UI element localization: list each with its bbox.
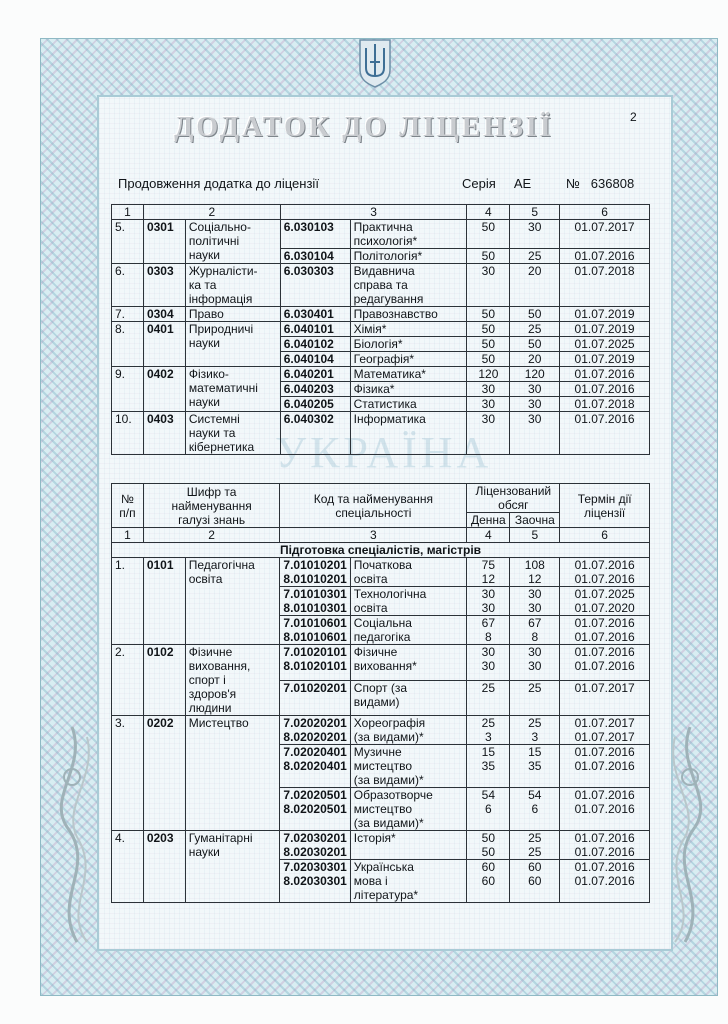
table-row: [112, 645, 650, 681]
specialty-code: 6.030303: [280, 264, 350, 307]
specialty-code: 6.040205: [280, 397, 350, 412]
area-code: 0402: [143, 367, 185, 412]
license-term: 01.07.2017: [560, 220, 650, 249]
column-number: 4: [467, 205, 510, 220]
part-time-volume: 108 12: [510, 558, 560, 587]
specialty-code: 6.040102: [280, 337, 350, 352]
area-code: 0403: [143, 412, 185, 455]
full-time-volume: 50: [467, 220, 510, 249]
full-time-volume: 50: [467, 249, 510, 264]
specialty-code: 7.01010301 8.01010301: [280, 587, 350, 616]
area-code: 0202: [143, 716, 185, 831]
part-time-volume: 30: [510, 412, 560, 455]
specialty-name: Політологія*: [350, 249, 467, 264]
license-term: 01.07.2016: [560, 367, 650, 382]
row-number: 5.: [112, 220, 144, 264]
row-number: 8.: [112, 322, 144, 367]
area-code: 0401: [143, 322, 185, 367]
area-name: Системні науки та кібернетика: [185, 412, 280, 455]
specialty-name: Фізика*: [350, 382, 467, 397]
row-number: 9.: [112, 367, 144, 412]
column-number: 5: [510, 528, 560, 543]
number-label: №: [566, 176, 580, 191]
header-num: № п/п: [112, 484, 144, 528]
area-code: 0304: [143, 307, 185, 322]
specialty-code: 7.01020101 8.01020101: [280, 645, 350, 681]
series-label: Серія: [462, 176, 496, 191]
area-code: 0101: [143, 558, 185, 645]
full-time-volume: 50 50: [467, 831, 510, 860]
specialty-name: Образотворче мистецтво (за видами)*: [350, 788, 467, 831]
full-time-volume: 50: [467, 307, 510, 322]
section-title: Підготовка спеціалістів, магістрів: [112, 543, 650, 558]
ornament-left: [47, 717, 107, 947]
specialty-name: Українська мова і література*: [350, 860, 467, 903]
row-number: 7.: [112, 307, 144, 322]
table-row: [112, 558, 650, 587]
specialty-code: 6.040104: [280, 352, 350, 367]
full-time-volume: 25: [467, 680, 510, 716]
license-term: 01.07.2016 01.07.2016: [560, 558, 650, 587]
number-value: 636808: [590, 176, 635, 191]
full-time-volume: 50: [467, 337, 510, 352]
header-full-time: Денна: [467, 513, 510, 528]
header-volume: Ліцензований обсяг: [467, 484, 560, 513]
part-time-volume: 30 30: [510, 645, 560, 681]
specialty-name: Фізичне виховання*: [350, 645, 467, 681]
specialty-code: 7.02020401 8.02020401: [280, 745, 350, 788]
license-term: 01.07.2018: [560, 264, 650, 307]
area-name: Фізико- математичні науки: [185, 367, 280, 412]
full-time-volume: 60 60: [467, 860, 510, 903]
specialty-name: Географія*: [350, 352, 467, 367]
row-number: 2.: [112, 645, 144, 716]
specialty-name: Інформатика: [350, 412, 467, 455]
part-time-volume: 67 8: [510, 616, 560, 645]
full-time-volume: 50: [467, 352, 510, 367]
full-time-volume: 15 35: [467, 745, 510, 788]
table-row: [112, 264, 650, 307]
continuation-label: Продовження додатка до ліцензії: [118, 176, 319, 191]
area-code: 0102: [143, 645, 185, 716]
license-term: 01.07.2016 01.07.2016: [560, 645, 650, 681]
table-row: [112, 220, 650, 249]
part-time-volume: 15 35: [510, 745, 560, 788]
specialty-code: 7.02020201 8.02020201: [280, 716, 350, 745]
part-time-volume: 30: [510, 397, 560, 412]
full-time-volume: 30: [467, 397, 510, 412]
row-number: 6.: [112, 264, 144, 307]
license-term: 01.07.2025: [560, 337, 650, 352]
ornament-right: [655, 717, 715, 947]
license-term: 01.07.2016 01.07.2016: [560, 860, 650, 903]
part-time-volume: 60 60: [510, 860, 560, 903]
specialty-code: 7.01020201: [280, 680, 350, 716]
full-time-volume: 30: [467, 382, 510, 397]
full-time-volume: 120: [467, 367, 510, 382]
license-term: 01.07.2019: [560, 352, 650, 367]
specialty-name: Хімія*: [350, 322, 467, 337]
full-time-volume: 54 6: [467, 788, 510, 831]
part-time-volume: 25: [510, 680, 560, 716]
page-number: 2: [630, 110, 637, 124]
table-row: [112, 412, 650, 455]
full-time-volume: 25 3: [467, 716, 510, 745]
part-time-volume: 120: [510, 367, 560, 382]
area-name: Журналісти- ка та інформація: [185, 264, 280, 307]
area-code: 0301: [143, 220, 185, 264]
specialty-code: 7.01010601 8.01010601: [280, 616, 350, 645]
specialty-name: Видавнича справа та редагування: [350, 264, 467, 307]
row-number: 10.: [112, 412, 144, 455]
specialty-code: 6.040203: [280, 382, 350, 397]
area-name: Природничі науки: [185, 322, 280, 367]
column-number: 3: [280, 205, 467, 220]
table-row: [112, 307, 650, 322]
header-part-time: Заочна: [510, 513, 560, 528]
part-time-volume: 20: [510, 352, 560, 367]
specialty-code: 6.040302: [280, 412, 350, 455]
license-term: 01.07.2016 01.07.2016: [560, 831, 650, 860]
specialty-name: Історія*: [350, 831, 467, 860]
specialty-name: Статистика: [350, 397, 467, 412]
license-term: 01.07.2018: [560, 397, 650, 412]
part-time-volume: 25: [510, 322, 560, 337]
series-value: АЕ: [513, 176, 532, 191]
license-term: 01.07.2016 01.07.2016: [560, 616, 650, 645]
header-area: Шифр та найменування галузі знань: [143, 484, 280, 528]
specialties-table-bachelor: [111, 204, 650, 455]
part-time-volume: 25 25: [510, 831, 560, 860]
table-row: [112, 322, 650, 337]
table-header-row: [112, 484, 650, 513]
license-term: 01.07.2016: [560, 249, 650, 264]
specialty-name: Правознавство: [350, 307, 467, 322]
specialty-code: 6.030401: [280, 307, 350, 322]
area-name: Соціально- політичні науки: [185, 220, 280, 264]
column-number: 3: [280, 528, 467, 543]
document-title: ДОДАТОК ДО ЛІЦЕНЗІЇ: [174, 112, 554, 143]
row-number: 4.: [112, 831, 144, 903]
row-number: 1.: [112, 558, 144, 645]
part-time-volume: 30: [510, 220, 560, 249]
series-field: [462, 176, 531, 191]
specialty-name: Початкова освіта: [350, 558, 467, 587]
specialty-code: 7.02030301 8.02030301: [280, 860, 350, 903]
area-name: Право: [185, 307, 280, 322]
license-term: 01.07.2025 01.07.2020: [560, 587, 650, 616]
full-time-volume: 30 30: [467, 587, 510, 616]
part-time-volume: 50: [510, 337, 560, 352]
license-term: 01.07.2016: [560, 412, 650, 455]
specialty-code: 6.030104: [280, 249, 350, 264]
specialty-name: Практична психологія*: [350, 220, 467, 249]
trident-emblem-icon: [358, 36, 392, 88]
specialty-name: Хореографія (за видами)*: [350, 716, 467, 745]
column-number: 2: [143, 528, 280, 543]
license-term: 01.07.2019: [560, 307, 650, 322]
area-name: Гуманітарні науки: [185, 831, 280, 903]
license-term: 01.07.2017 01.07.2017: [560, 716, 650, 745]
area-code: 0203: [143, 831, 185, 903]
specialty-code: 7.02020501 8.02020501: [280, 788, 350, 831]
table-row: [112, 716, 650, 745]
part-time-volume: 20: [510, 264, 560, 307]
license-term: 01.07.2016 01.07.2016: [560, 788, 650, 831]
license-term: 01.07.2016 01.07.2016: [560, 745, 650, 788]
column-number: 2: [143, 205, 280, 220]
column-number: 1: [112, 205, 144, 220]
number-field: [566, 176, 634, 191]
header-term: Термін дії ліцензії: [560, 484, 650, 528]
specialty-code: 6.040201: [280, 367, 350, 382]
specialties-table-master: [111, 483, 650, 903]
specialty-code: 7.02030201 8.02030201: [280, 831, 350, 860]
specialty-name: Математика*: [350, 367, 467, 382]
column-number: 6: [560, 205, 650, 220]
license-term: 01.07.2017: [560, 680, 650, 716]
part-time-volume: 50: [510, 307, 560, 322]
specialty-name: Біологія*: [350, 337, 467, 352]
column-number: 6: [560, 528, 650, 543]
part-time-volume: 25: [510, 249, 560, 264]
full-time-volume: 30: [467, 412, 510, 455]
specialty-name: Музичне мистецтво (за видами)*: [350, 745, 467, 788]
area-code: 0303: [143, 264, 185, 307]
section-row: [112, 543, 650, 558]
area-name: Педагогічна освіта: [185, 558, 280, 645]
column-number-row: [112, 205, 650, 220]
full-time-volume: 67 8: [467, 616, 510, 645]
full-time-volume: 50: [467, 322, 510, 337]
full-time-volume: 75 12: [467, 558, 510, 587]
specialty-name: Технологічна освіта: [350, 587, 467, 616]
specialty-name: Спорт (за видами): [350, 680, 467, 716]
header-specialty: Код та найменування спеціальності: [280, 484, 467, 528]
license-term: 01.07.2019: [560, 322, 650, 337]
specialty-code: 6.040101: [280, 322, 350, 337]
row-number: 3.: [112, 716, 144, 831]
area-name: Мистецтво: [185, 716, 280, 831]
table-row: [112, 831, 650, 860]
table-row: [112, 367, 650, 382]
specialty-code: 6.030103: [280, 220, 350, 249]
part-time-volume: 54 6: [510, 788, 560, 831]
license-term: 01.07.2016: [560, 382, 650, 397]
area-name: Фізичне виховання, спорт і здоров'я людини: [185, 645, 280, 716]
watermark-text: УКРАЇНА: [275, 428, 493, 477]
specialty-name: Соціальна педагогіка: [350, 616, 467, 645]
full-time-volume: 30 30: [467, 645, 510, 681]
column-number: 1: [112, 528, 144, 543]
column-number: 4: [467, 528, 510, 543]
column-number: 5: [510, 205, 560, 220]
part-time-volume: 30 30: [510, 587, 560, 616]
column-number-row: [112, 528, 650, 543]
specialty-code: 7.01010201 8.01010201: [280, 558, 350, 587]
part-time-volume: 30: [510, 382, 560, 397]
full-time-volume: 30: [467, 264, 510, 307]
part-time-volume: 25 3: [510, 716, 560, 745]
